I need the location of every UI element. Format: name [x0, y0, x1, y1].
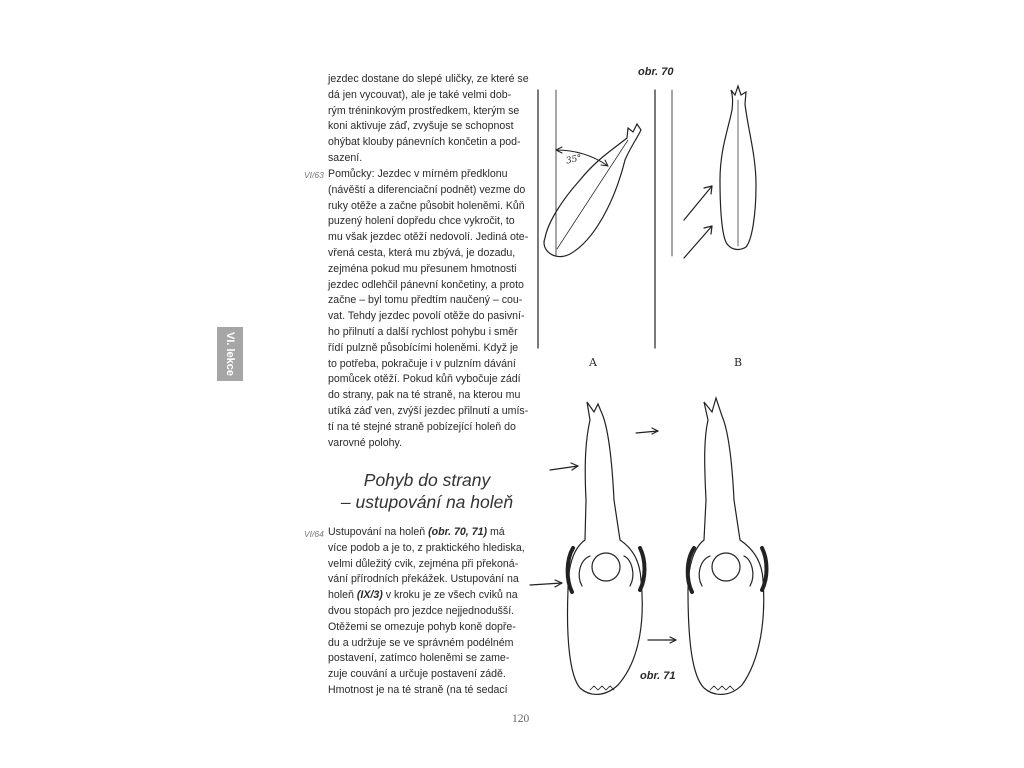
figure-reference: (IX/3): [356, 589, 383, 602]
text-run: Ustupování na holeň: [328, 526, 429, 538]
text-line: rým tréninkovým prostředkem, kterým se: [328, 104, 520, 117]
text-line: řídí pulzně působícími holeněmi. Když je: [328, 341, 519, 354]
text-line: více podob a je to, z praktického hlediska,: [328, 541, 525, 554]
text-line: (návěští a diferenciační podnět) vezme do: [328, 183, 526, 196]
text-line: vřená cesta, která mu zbývá, je dozadu,: [328, 246, 516, 259]
text-run: má: [487, 526, 505, 538]
tail-left: [590, 686, 614, 690]
text-line: mu však jezdec otěží nedovolí. Jediná ote-: [328, 231, 529, 244]
tail-right: [710, 686, 734, 690]
rider-leg-right: [640, 548, 645, 590]
rider-head-left: [592, 553, 620, 581]
text-line: zejména pokud mu přesunem hmotnosti: [328, 262, 517, 275]
figure-71-label: obr. 71: [640, 670, 676, 682]
margin-reference-vi63: VI/63: [304, 170, 324, 180]
page-number: 120: [512, 713, 530, 725]
text-run: v kroku je ze všech cviků na: [382, 589, 518, 602]
text-line: Hmotnost je na té straně (na té sedací: [328, 683, 508, 696]
arrow: [530, 583, 562, 585]
text-line: vat. Tehdy jezdec povolí otěže do pasivní-: [328, 310, 525, 323]
text-line: jezdec dostane do slepé uličky, ze které se: [328, 73, 529, 85]
margin-reference-vi64: VI/64: [304, 529, 324, 539]
angle-label: 35°: [565, 153, 583, 167]
text-line: sazení.: [328, 151, 363, 164]
text-line: utíká záď ven, zvýší jezdec přilnutí a umís-: [328, 404, 529, 417]
text-line: koni aktivuje záď, zvyšuje se schopnost: [328, 120, 514, 133]
text-line: to potřeba, pokračuje i v pulzním dávání: [328, 357, 516, 370]
text-line: puzený holení dopředu chce vykročit, to: [328, 215, 515, 228]
rider-head-right: [712, 553, 740, 581]
text-line: dá jen vycouvat), ale je také velmi dob-: [328, 88, 512, 101]
text-line: varovné polohy.: [328, 436, 403, 449]
text-line: jezdec odlehčil pánevní končetiny, a proto: [328, 278, 524, 291]
figure-70-label-b: B: [734, 356, 743, 369]
figure-70-label-a: A: [589, 356, 597, 369]
text-line: začne – byl tomu předtím naučený – cou-: [328, 294, 523, 307]
text-line: velmi důležitý cvik, zejména při překoná-: [328, 557, 519, 570]
text-line: postavení, zatímco holeněmi se zame-: [328, 652, 510, 665]
text-line: ohýbat klouby pánevních končetin a pod-: [328, 136, 521, 149]
text-line: vání přírodních překážek. Ustupování na: [328, 573, 519, 586]
text-line: dvou stopách pro jezdce nejjednodušší.: [328, 604, 515, 617]
text-line: zuje couvání a určuje postavení zádě.: [328, 668, 506, 681]
rider-leg-right: [762, 548, 767, 590]
text-line: pomůcek otěží. Pokud kůň vybočuje zádí: [328, 373, 521, 386]
text-line: Otěžemi se omezuje pohyb koně dopře-: [328, 620, 516, 633]
text-line: du a udržuje se ve správném podélném: [328, 636, 514, 649]
text-line: ho přilnutí a další rychlost pohybu i směr: [328, 325, 518, 338]
figure-reference: (obr. 70, 71): [428, 526, 488, 538]
text-line: Pomůcky: Jezdec v mírném předklonu: [328, 168, 508, 180]
rider-leg-left: [568, 548, 573, 592]
text-line: tí na té stejné straně pobízející holeň do: [328, 420, 516, 433]
text-run: holeň: [328, 589, 357, 602]
text-line: do strany, pak na té straně, na kterou mu: [328, 389, 521, 402]
horse-outline-left: [568, 402, 643, 694]
section-heading-line-1: Pohyb do strany: [363, 470, 491, 490]
figure-70-label: obr. 70: [638, 66, 674, 78]
text-line: ruky otěže a začne působit holeněmi. Kůň: [328, 199, 525, 212]
section-heading-line-2: – ustupování na holeň: [340, 492, 514, 512]
chapter-tab-label: VI. lekce: [224, 331, 236, 377]
horse-outline-right: [688, 398, 764, 694]
